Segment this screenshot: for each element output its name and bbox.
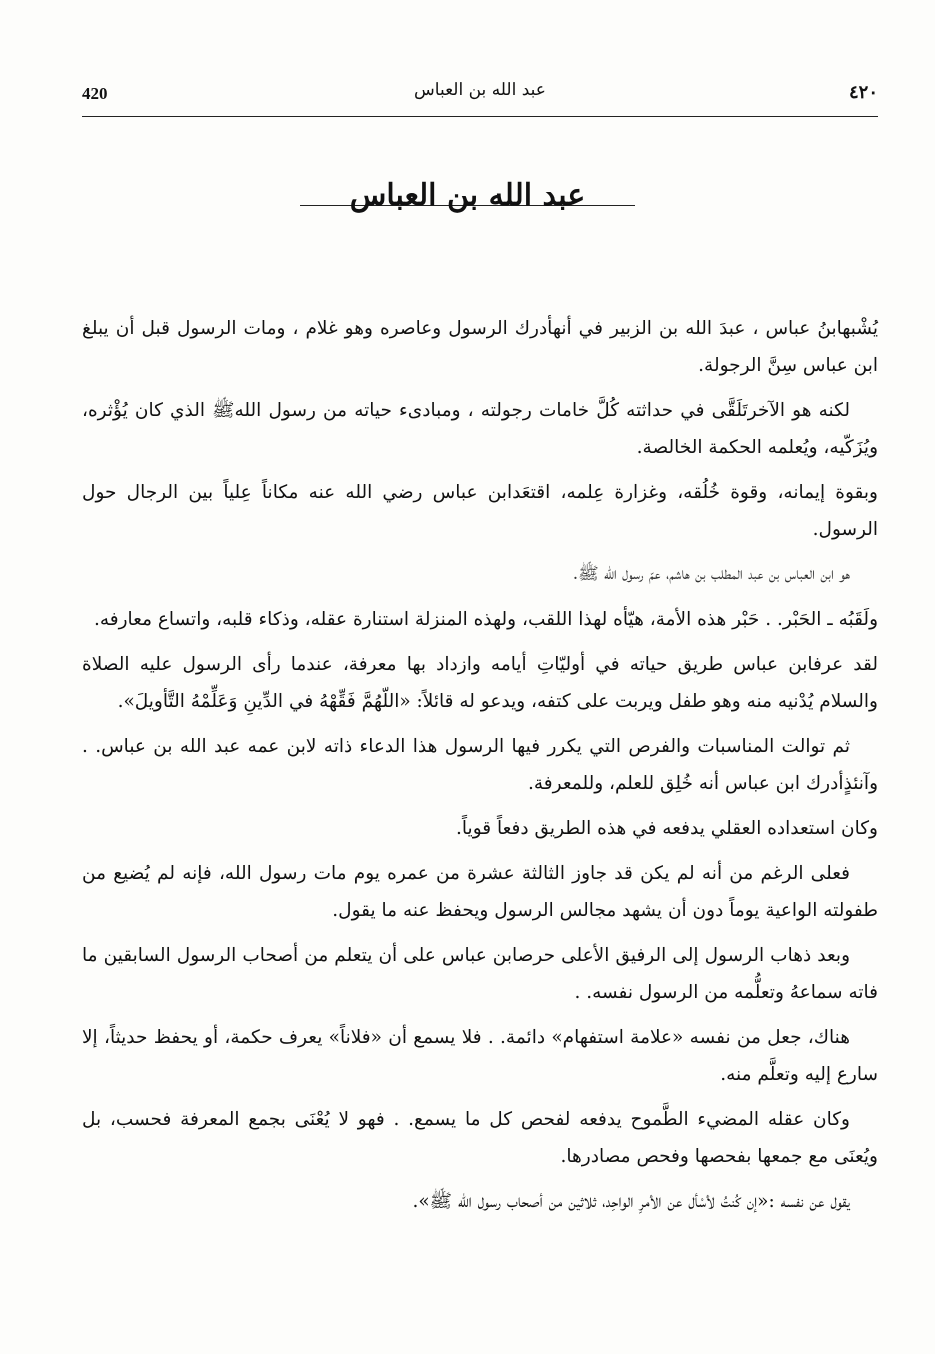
paragraph: وكان عقله المضيء الطَّموح يدفعه لفحص كل ما يسمع. . فهو لا يُعْنَى بجمع المعرفة فحسب، بل ويُعنَى مع جمعها بفحصها وفحص مصادرها. <box>82 1109 878 1167</box>
paragraph: وبقوة إيمانه، وقوة خُلُقه، وغزارة عِلمه، اقتعَدابن عباس رضي الله عنه مكاناً عِلياً بين الرجال حول الرسول. <box>82 482 878 540</box>
body-text <box>82 310 878 1228</box>
paragraph: هو ابن العباس بن عبد المطلب بن هاشم، عمّ رسول الله ﷺ. <box>572 564 850 584</box>
paragraph: لقد عرفابن عباس طريق حياته في أوليّاتِ أيامه وازداد بها معرفة، عندما رأى الرسول عليه الصلاة والسلام يُدْنيه منه وهو طفل ويربت على كتفه، ويدعو له قائلاً: «اللّهُمَّ فَقِّهْهُ في الدِّينِ وَعَلِّمْهُ التَّأويلَ». <box>82 654 878 712</box>
paragraph: وكان استعداده العقلي يدفعه في هذه الطريق دفعاً قوياً. <box>456 818 878 839</box>
page-header <box>82 70 878 110</box>
paragraph: هناك، جعل من نفسه «علامة استفهام» دائمة. . فلا يسمع أن «فلاناً» يعرف حكمة، أو يحفظ حديثاً، إلا سارع إليه وتعلَّم منه. <box>82 1027 878 1085</box>
paragraph: ثم توالت المناسبات والفرص التي يكرر فيها الرسول هذا الدعاء ذاته لابن عمه عبد الله بن عباس. . وآنئذٍأدرك ابن عباس أنه خُلِق للعلم، وللمعرفة. <box>82 736 878 794</box>
paragraph: فعلى الرغم من أنه لم يكن قد جاوز الثالثة عشرة من عمره يوم مات رسول الله، فإنه لم يُضيع من طفولته الواعية يوماً دون أن يشهد مجالس الرسول ويحفظ عنه ما يقول. <box>82 863 878 921</box>
page-number-latin: 420 <box>82 84 108 103</box>
chapter-title-block <box>0 178 935 213</box>
running-title: عبد الله بن العباس <box>414 80 546 100</box>
page-number-arabic: ٤٢٠ <box>848 82 878 103</box>
paragraph: وبعد ذهاب الرسول إلى الرفيق الأعلى حرصابن عباس على أن يتعلم من أصحاب الرسول السابقين ما فاته سماعهُ وتعلُّمه من الرسول نفسه. . <box>82 945 878 1003</box>
paragraph: يُشْبهابنُ عباس ، عبدَ الله بن الزبير في أنهأدرك الرسول وعاصره وهو غلام ، ومات الرسول قبل أن يبلغ ابن عباس سِنَّ الرجولة. <box>82 318 878 376</box>
chapter-title: عبد الله بن العباس <box>349 178 586 213</box>
paragraph: يقول عن نفسه :«إن كُنتُ لأسْأل عن الأمرِ الواحِد، ثلاثين من أصحاب رسول الله ﷺ». <box>412 1191 850 1212</box>
paragraph: ولَقَبُه ـ الحَبْر. . حَبْر هذه الأمة، هيّأه لهذا اللقب، ولهذه المنزلة استنارة عقله، وذكاء قلبه، واتساع معارفه. <box>93 609 878 630</box>
header-rule <box>82 116 878 117</box>
paragraph: لكنه هو الآخرتَلَقَّى في حداثته كُلَّ خامات رجولته ، ومبادىء حياته من رسول اللهﷺ الذي كان يُؤْثره، ويُزَكّيه، ويُعلمه الحكمة الخالصة. <box>82 400 878 458</box>
